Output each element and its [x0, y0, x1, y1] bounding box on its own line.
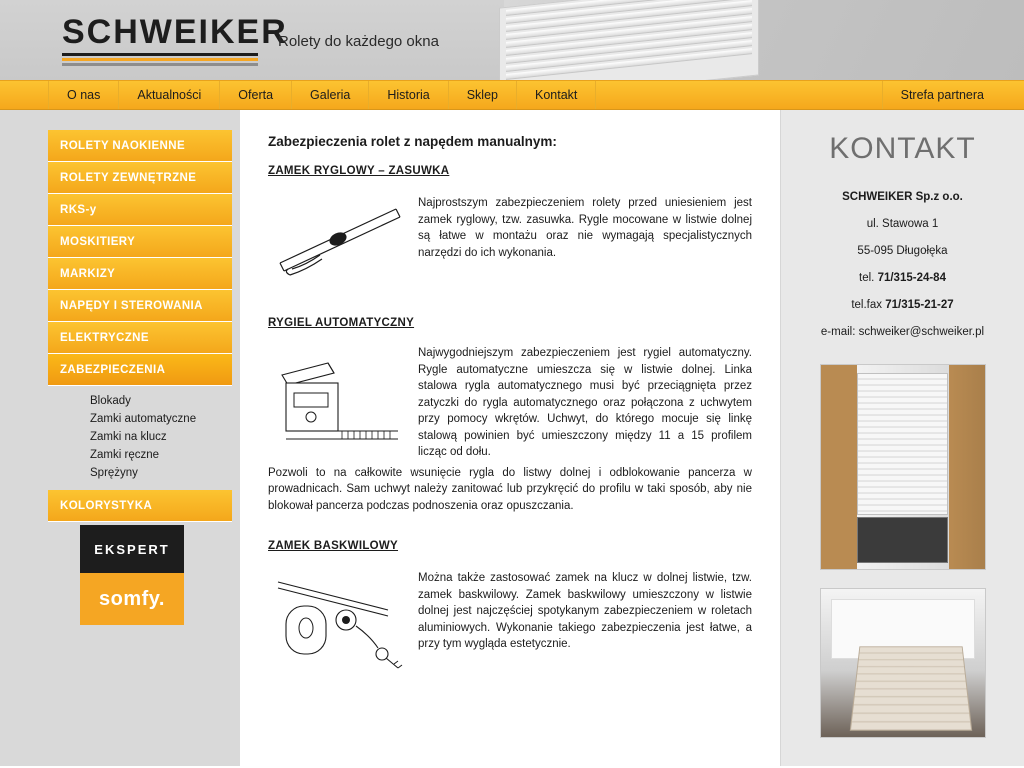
site-header	[0, 0, 1024, 80]
site-slogan: Rolety do każdego okna	[278, 33, 439, 50]
section-title: RYGIEL AUTOMATYCZNY	[268, 317, 415, 329]
venetian-blind-image	[499, 0, 759, 80]
section-title: ZAMEK BASKWILOWY	[268, 540, 399, 552]
section-title: ZAMEK RYGLOWY – ZASUWKA	[268, 165, 450, 177]
contact-phone-value: 71/315-24-84	[877, 272, 946, 284]
contact-email	[781, 319, 1024, 346]
contact-email-label: e-mail:	[820, 326, 856, 338]
main-navigation	[0, 80, 1024, 110]
badge-somfy[interactable]: somfy.	[80, 573, 184, 625]
nav-item-aktualnosci[interactable]: Aktualności	[119, 81, 220, 109]
shutter-box-photo	[820, 588, 986, 738]
sidebar-item-napedy-i-sterowania[interactable]: NAPĘDY I STEROWANIA	[48, 290, 232, 322]
sidebar-item-zabezpieczenia[interactable]: ZABEZPIECZENIA	[48, 354, 232, 386]
nav-item-strefa-partnera[interactable]: Strefa partnera	[882, 81, 1024, 109]
contact-street: ul. Stawowa 1	[866, 218, 939, 230]
section-tail-text: Pozwoli to na całkowite wsunięcie rygla do listwy dolnej i odblokowanie pancerza w prowadnicach. Sam uchwyt należy zanitować lub przykręcić do profilu w taki sposób, aby nie blokował pancerza podczas podnoszenia oraz opuszczania.	[268, 466, 752, 512]
contact-title: KONTAKT	[829, 132, 976, 165]
section-rygiel-automatyczny	[268, 317, 752, 514]
nav-item-kontakt[interactable]: Kontakt	[517, 81, 596, 109]
main-content	[240, 110, 780, 766]
bolt-lock-diagram-icon	[268, 191, 418, 291]
section-text: Można także zastosować zamek na klucz w dolnej listwie, tzw. zamek baskwilowy. Zamek baskwilowy umieszczony w listwie dolnej jest najczęściej spotykanym zabezpieczeniem w roletach aluminiowych. Wykonanie takiego zabezpieczenia jest łatwe, a przy tym wygląda estetycznie.	[418, 572, 752, 650]
sidebar	[0, 110, 240, 766]
logo-rules	[62, 53, 258, 66]
partner-badges	[80, 525, 184, 625]
section-zamek-baskwilowy	[268, 540, 752, 676]
nav-item-galeria[interactable]: Galeria	[292, 81, 369, 109]
sidebar-subitem-zamki-automatyczne[interactable]: Zamki automatyczne	[90, 413, 197, 425]
sidebar-subitem-sprezyny[interactable]: Sprężyny	[90, 467, 138, 479]
page-title: Zabezpieczenia rolet z napędem manualnym:	[268, 134, 557, 149]
section-text: Najprostszym zabezpieczeniem rolety przed uniesieniem jest zamek ryglowy, tzw. zasuwka. Rygle mocowane w listwie dolnej są łatwe w montażu oraz nie wymagają specjalistycznych narzędzi do ich wykonania.	[418, 197, 752, 259]
sidebar-item-rks-y[interactable]: RKS-y	[48, 194, 232, 226]
contact-fax-value: 71/315-21-27	[885, 299, 954, 311]
sidebar-subitem-zamki-reczne[interactable]: Zamki ręczne	[90, 449, 160, 461]
contact-phone-label: tel.	[859, 272, 875, 284]
contact-fax-label: tel.fax	[851, 299, 883, 311]
sidebar-item-rolety-naokienne[interactable]: ROLETY NAOKIENNE	[48, 130, 232, 162]
automatic-bolt-diagram-icon	[268, 343, 418, 453]
badge-ekspert[interactable]: EKSPERT	[80, 525, 184, 573]
contact-sidebar	[780, 110, 1024, 766]
nav-item-sklep[interactable]: Sklep	[449, 81, 517, 109]
sidebar-item-kolorystyka[interactable]: KOLORYSTYKA	[48, 490, 232, 522]
sidebar-item-rolety-zewnetrzne[interactable]: ROLETY ZEWNĘTRZNE	[48, 162, 232, 194]
sidebar-menu	[48, 130, 232, 522]
roller-shutter-photo	[820, 364, 986, 570]
baskwil-lock-diagram-icon	[268, 566, 418, 676]
sidebar-submenu	[48, 392, 232, 482]
nav-spacer	[596, 81, 881, 109]
contact-fax	[781, 292, 1024, 319]
section-text: Najwygodniejszym zabezpieczeniem jest rygiel automatyczny. Rygle automatyczne umieszcza się w listwie dolnej. Linka stalowa rygla automatycznego musi być przeciągnięta przez zatyczki do rygla automatycznego oraz połączona z uchwytem przy pomocy wkrętów. Uchwyt, do którego mocuje się linkę stalową powinien być umieszczony między 11 a 15 profilem licząc od dołu.	[418, 347, 752, 458]
section-zamek-ryglowy	[268, 165, 752, 291]
logo[interactable]	[62, 14, 288, 68]
sidebar-item-moskitiery[interactable]: MOSKITIERY	[48, 226, 232, 258]
contact-city: 55-095 Długołęka	[857, 245, 948, 257]
sidebar-item-elektryczne[interactable]: ELEKTRYCZNE	[48, 322, 232, 354]
contact-email-value[interactable]: schweiker@schweiker.pl	[858, 326, 985, 338]
contact-details	[781, 184, 1024, 346]
logo-text: SCHWEIKER	[62, 13, 288, 51]
nav-item-o-nas[interactable]: O nas	[48, 81, 119, 109]
sidebar-subitem-zamki-na-klucz[interactable]: Zamki na klucz	[90, 431, 167, 443]
nav-item-historia[interactable]: Historia	[369, 81, 448, 109]
nav-item-oferta[interactable]: Oferta	[220, 81, 292, 109]
body-area	[0, 110, 1024, 766]
contact-phone	[781, 265, 1024, 292]
sidebar-subitem-blokady[interactable]: Blokady	[90, 395, 131, 407]
sidebar-item-markizy[interactable]: MARKIZY	[48, 258, 232, 290]
contact-company: SCHWEIKER Sp.z o.o.	[842, 191, 963, 203]
